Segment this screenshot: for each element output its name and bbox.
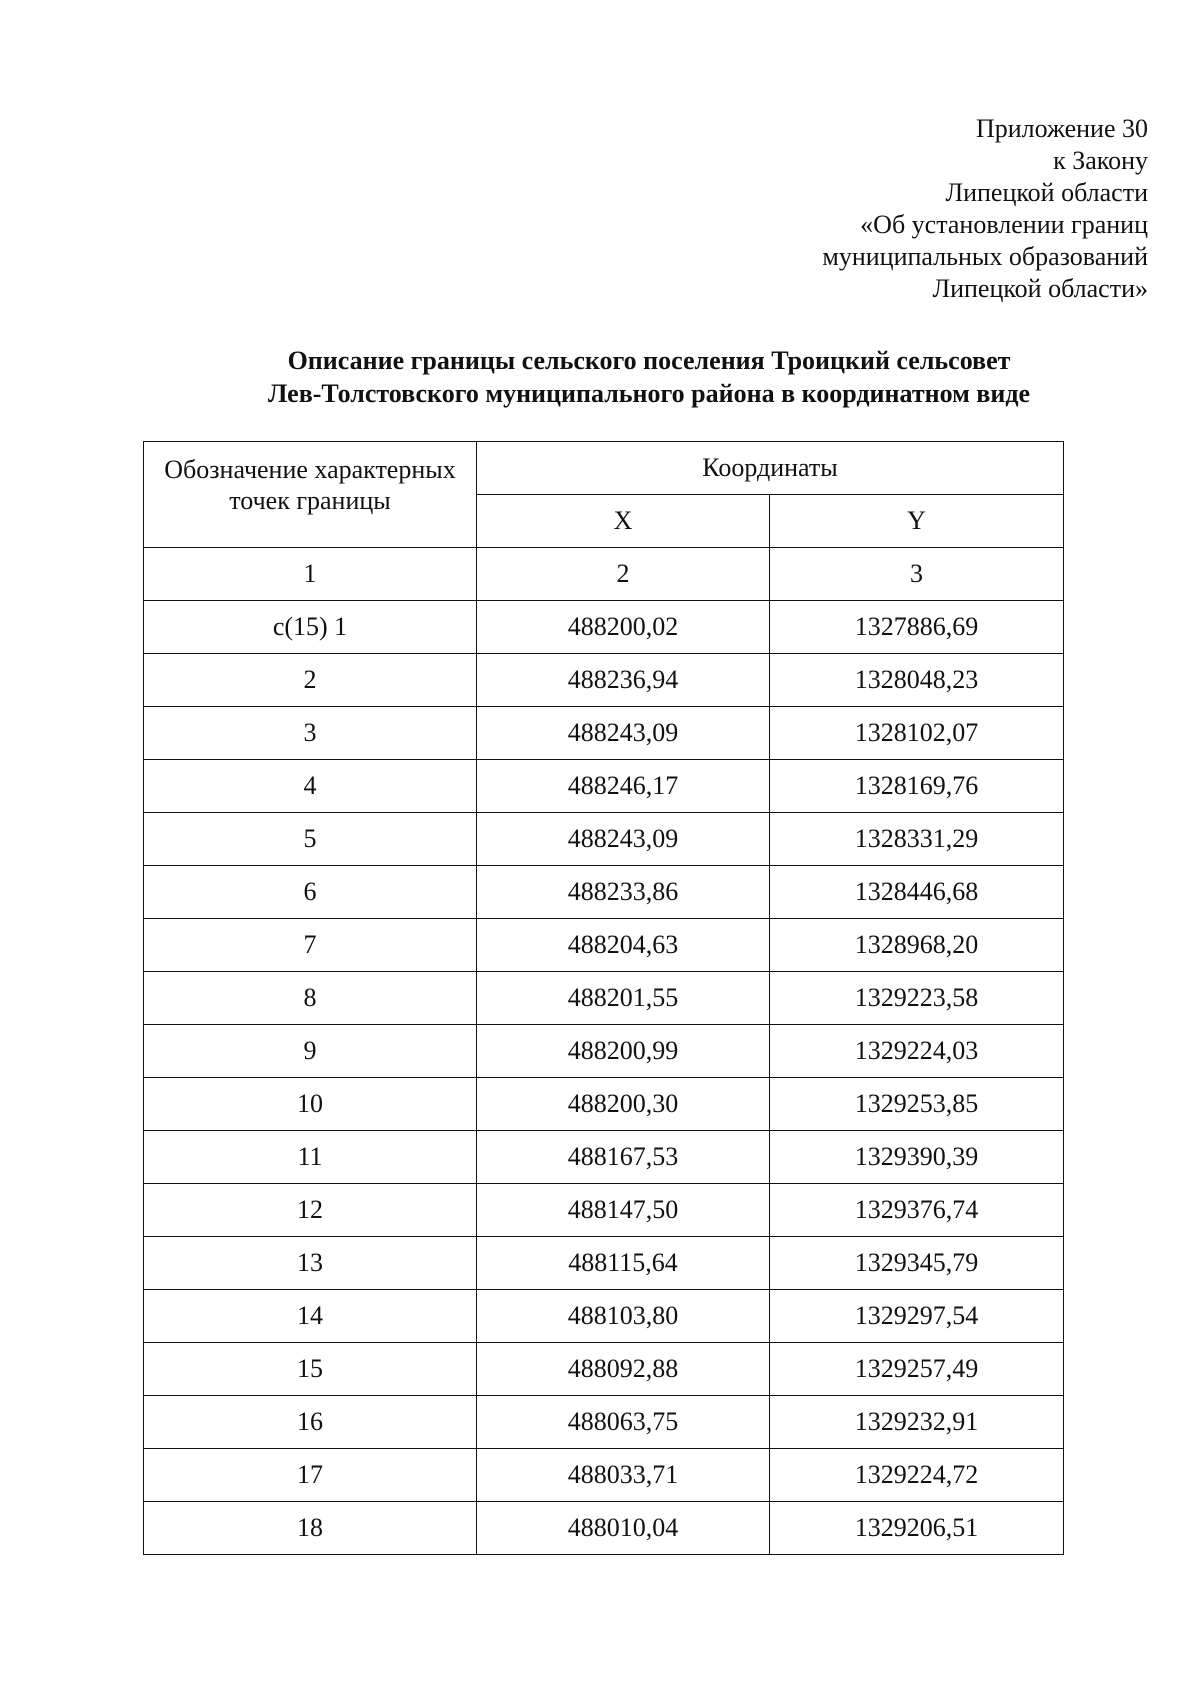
y-coordinate-cell: 1329224,03: [770, 1025, 1064, 1078]
appendix-line: к Закону: [1053, 146, 1148, 175]
y-coordinate-cell: 1328446,68: [770, 866, 1064, 919]
y-coordinate-cell: 1329376,74: [770, 1184, 1064, 1237]
y-coordinate-cell: 1329206,51: [770, 1502, 1064, 1555]
table-row: [144, 1184, 1064, 1237]
point-cell: 17: [144, 1449, 477, 1502]
x-coordinate-cell: 488243,09: [477, 813, 770, 866]
table-row: [144, 1449, 1064, 1502]
point-cell: 14: [144, 1290, 477, 1343]
table-row: [144, 760, 1064, 813]
point-cell: 10: [144, 1078, 477, 1131]
point-cell: 15: [144, 1343, 477, 1396]
point-cell: 16: [144, 1396, 477, 1449]
x-coordinate-cell: 488200,30: [477, 1078, 770, 1131]
point-cell: 7: [144, 919, 477, 972]
table-row: [144, 1502, 1064, 1555]
appendix-line: Приложение 30: [975, 114, 1148, 143]
table-row: [144, 866, 1064, 919]
column-number-row: [144, 548, 1064, 601]
x-coordinate-cell: 488200,02: [477, 601, 770, 654]
x-coordinate-cell: 488010,04: [477, 1502, 770, 1555]
table-row: [144, 1025, 1064, 1078]
x-coordinate-cell: 488200,99: [477, 1025, 770, 1078]
table-row: [144, 1078, 1064, 1131]
point-cell: 5: [144, 813, 477, 866]
point-cell: 3: [144, 707, 477, 760]
y-coordinate-cell: 1328169,76: [770, 760, 1064, 813]
y-coordinate-cell: 1329253,85: [770, 1078, 1064, 1131]
table-row: [144, 707, 1064, 760]
point-cell: 6: [144, 866, 477, 919]
column-number: 3: [770, 548, 1064, 601]
y-coordinate-cell: 1328102,07: [770, 707, 1064, 760]
appendix-line: муниципальных образований: [822, 242, 1148, 271]
y-coordinate-cell: 1329232,91: [770, 1396, 1064, 1449]
x-coordinate-cell: 488063,75: [477, 1396, 770, 1449]
point-cell: 4: [144, 760, 477, 813]
x-coordinate-cell: 488243,09: [477, 707, 770, 760]
x-coordinate-cell: 488115,64: [477, 1237, 770, 1290]
appendix-line: Липецкой области»: [932, 274, 1148, 303]
coordinates-header: Координаты: [477, 442, 1064, 495]
y-coordinate-cell: 1327886,69: [770, 601, 1064, 654]
y-column-header: Y: [770, 495, 1064, 548]
title-line-1: Описание границы сельского поселения Троицкий сельсовет: [287, 346, 1011, 375]
table-row: [144, 654, 1064, 707]
point-cell: 9: [144, 1025, 477, 1078]
table-row: [144, 919, 1064, 972]
point-cell: 11: [144, 1131, 477, 1184]
table-row: [144, 1237, 1064, 1290]
table-header-row: [144, 442, 1064, 495]
x-coordinate-cell: 488233,86: [477, 866, 770, 919]
point-cell: с(15) 1: [144, 601, 477, 654]
table-row: [144, 813, 1064, 866]
table-row: [144, 1131, 1064, 1184]
x-coordinate-cell: 488167,53: [477, 1131, 770, 1184]
y-coordinate-cell: 1329345,79: [770, 1237, 1064, 1290]
y-coordinate-cell: 1329224,72: [770, 1449, 1064, 1502]
point-column-header: Обозначение характерных точек границы: [144, 442, 477, 548]
y-coordinate-cell: 1328048,23: [770, 654, 1064, 707]
y-coordinate-cell: 1329223,58: [770, 972, 1064, 1025]
x-coordinate-cell: 488204,63: [477, 919, 770, 972]
x-coordinate-cell: 488033,71: [477, 1449, 770, 1502]
point-cell: 12: [144, 1184, 477, 1237]
point-cell: 13: [144, 1237, 477, 1290]
point-cell: 18: [144, 1502, 477, 1555]
table-row: [144, 601, 1064, 654]
table-row: [144, 972, 1064, 1025]
y-coordinate-cell: 1329390,39: [770, 1131, 1064, 1184]
x-coordinate-cell: 488236,94: [477, 654, 770, 707]
x-coordinate-cell: 488201,55: [477, 972, 770, 1025]
table-row: [144, 1343, 1064, 1396]
x-coordinate-cell: 488103,80: [477, 1290, 770, 1343]
x-coordinate-cell: 488092,88: [477, 1343, 770, 1396]
point-cell: 2: [144, 654, 477, 707]
appendix-reference: [548, 113, 1148, 305]
appendix-line: Липецкой области: [945, 178, 1148, 207]
y-coordinate-cell: 1328331,29: [770, 813, 1064, 866]
y-coordinate-cell: 1328968,20: [770, 919, 1064, 972]
y-coordinate-cell: 1329297,54: [770, 1290, 1064, 1343]
column-number: 1: [144, 548, 477, 601]
table-body: [144, 601, 1064, 1555]
point-cell: 8: [144, 972, 477, 1025]
column-number: 2: [477, 548, 770, 601]
title-line-2: Лев-Толстовского муниципального района в координатном виде: [267, 379, 1031, 408]
x-column-header: X: [477, 495, 770, 548]
table-row: [144, 1396, 1064, 1449]
x-coordinate-cell: 488246,17: [477, 760, 770, 813]
table-row: [144, 1290, 1064, 1343]
y-coordinate-cell: 1329257,49: [770, 1343, 1064, 1396]
x-coordinate-cell: 488147,50: [477, 1184, 770, 1237]
document-title: [143, 344, 1155, 410]
coordinates-table: [143, 441, 1064, 1555]
appendix-line: «Об установлении границ: [860, 210, 1148, 239]
